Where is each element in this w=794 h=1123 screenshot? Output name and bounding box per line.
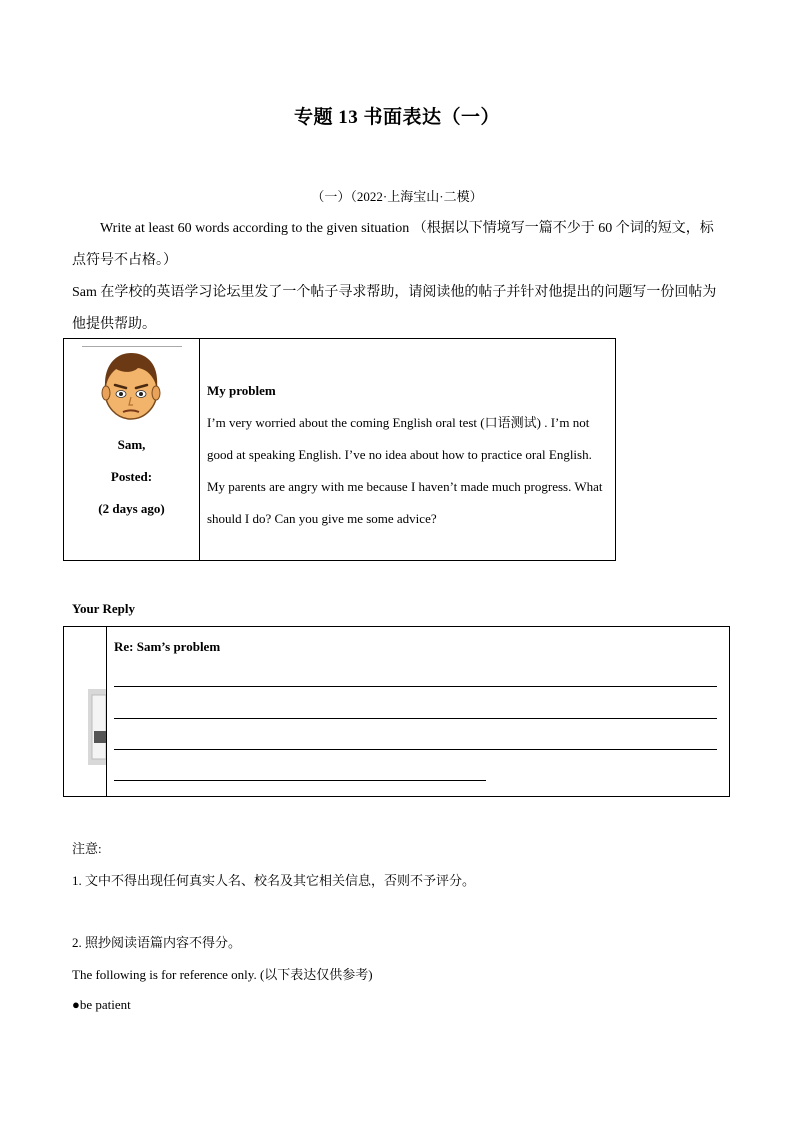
post-heading: My problem (207, 383, 276, 398)
document-icon (82, 687, 106, 767)
reference-intro: The following is for reference only. (以下表达仅供参考) (72, 967, 373, 982)
forum-post-table (63, 338, 616, 561)
post-body-text: I’m very worried about the coming English oral test (口语测试) . I’m not good at speaking English. I’ve no idea about how to practice oral English. My parents are angry with me because I haven’t made much progress. What should I do? Can you give me some advice? (207, 415, 603, 526)
answer-line[interactable] (114, 749, 717, 750)
avatar-top-divider (82, 346, 182, 347)
answer-line[interactable] (114, 686, 717, 687)
post-posted-label: Posted: (110, 469, 153, 484)
reference-hint: ●be patient (72, 997, 131, 1012)
page-title: 专题 13 书面表达（一） (293, 107, 500, 128)
note-item-2: 2. 照抄阅读语篇内容不得分。 (72, 935, 242, 950)
notes-title: 注意: (72, 841, 102, 856)
reply-column-divider (106, 627, 107, 796)
answer-line[interactable] (114, 718, 717, 719)
post-column-divider (199, 339, 200, 560)
reply-heading: Re: Sam’s problem (114, 639, 221, 654)
boy-face-icon (98, 349, 164, 425)
situation-text: Sam 在学校的英语学习论坛里发了一个帖子寻求帮助，请阅读他的帖子并针对他提出的问题写一份回帖为他提供帮助。 (72, 285, 717, 332)
note-item-1: 1. 文中不得出现任何真实人名、校名及其它相关信息，否则不予评分。 (72, 873, 476, 888)
reply-label: Your Reply (72, 601, 135, 616)
question-source: （一）（2022·上海宝山·二模） (311, 189, 483, 204)
reply-table (63, 626, 730, 797)
post-author: Sam, (117, 437, 146, 452)
answer-line[interactable] (114, 780, 486, 781)
post-content (207, 375, 607, 535)
post-time: (2 days ago) (98, 501, 165, 516)
instruction-text: Write at least 60 words according to the given situation （根据以下情境写一篇不少于 60 个词的短文，标点符号不占格。） (72, 221, 714, 268)
